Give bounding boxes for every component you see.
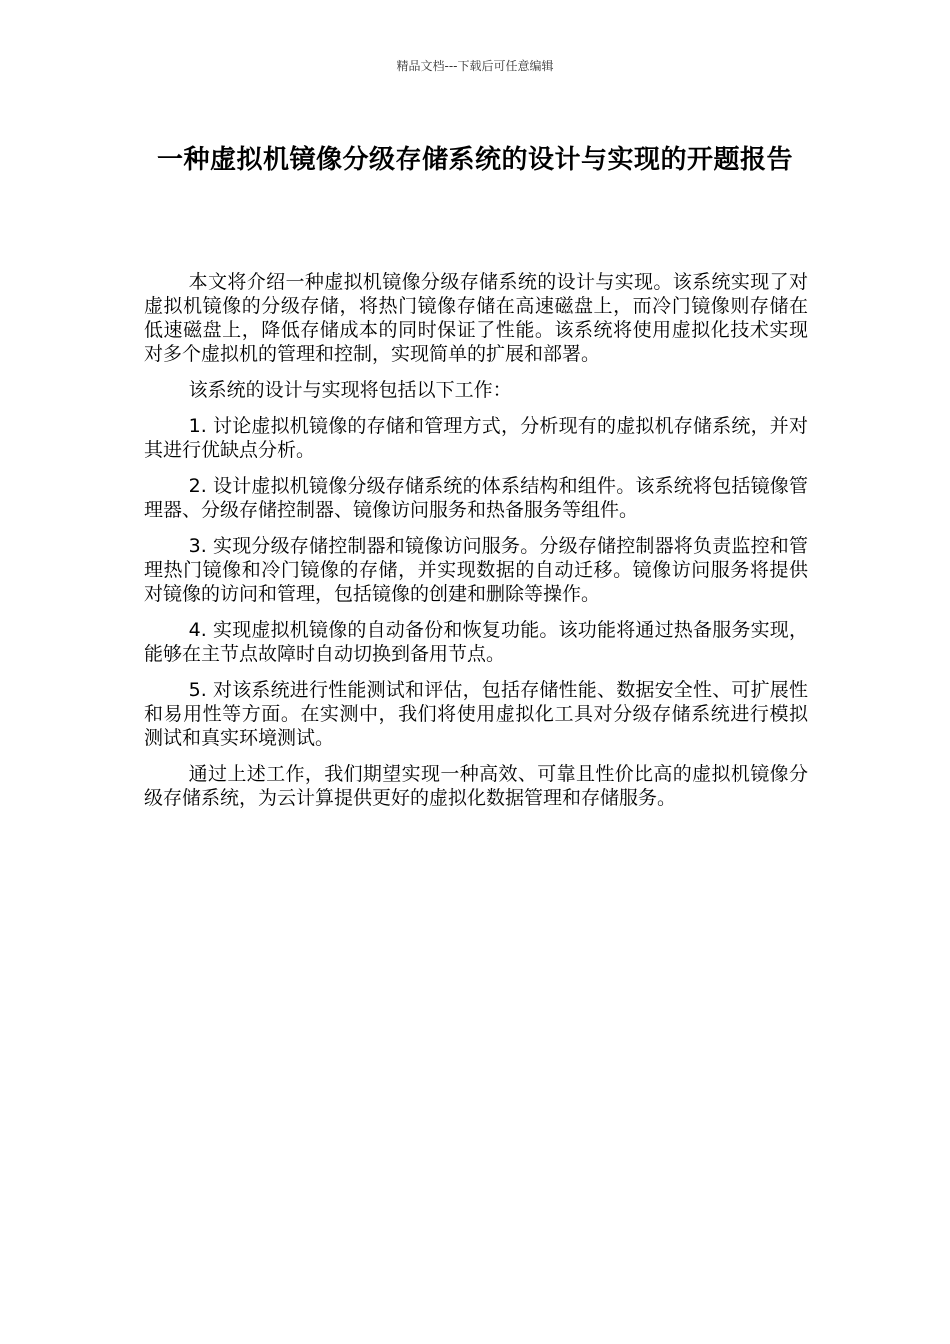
header-note: 精品文档---下载后可任意编辑	[396, 59, 554, 73]
document-title: 一种虚拟机镜像分级存储系统的设计与实现的开题报告	[156, 145, 793, 175]
paragraph-item-4: 4. 实现虚拟机镜像的自动备份和恢复功能。该功能将通过热备服务实现，能够在主节点故障时自动切换到备用节点。	[144, 619, 808, 665]
paragraph-work-lead: 该系统的设计与实现将包括以下工作：	[188, 379, 512, 401]
paragraph-item-3: 3. 实现分级存储控制器和镜像访问服务。分级存储控制器将负责监控和管理热门镜像和冷门镜像的存储，并实现数据的自动迁移。镜像访问服务将提供对镜像的访问和管理，包括镜像的创建和删除等操作。	[144, 535, 808, 605]
paragraph-item-5: 5. 对该系统进行性能测试和评估，包括存储性能、数据安全性、可扩展性和易用性等方面。在实测中，我们将使用虚拟化工具对分级存储系统进行模拟测试和真实环境测试。	[144, 679, 808, 749]
paragraph-conclusion: 通过上述工作，我们期望实现一种高效、可靠且性价比高的虚拟机镜像分级存储系统，为云计算提供更好的虚拟化数据管理和存储服务。	[144, 763, 808, 809]
document-body	[144, 270, 808, 822]
paragraph-intro: 本文将介绍一种虚拟机镜像分级存储系统的设计与实现。该系统实现了对虚拟机镜像的分级存储，将热门镜像存储在高速磁盘上，而冷门镜像则存储在低速磁盘上，降低存储成本的同时保证了性能。该系统将使用虚拟化技术实现对多个虚拟机的管理和控制，实现简单的扩展和部署。	[144, 271, 808, 365]
paragraph-item-2: 2. 设计虚拟机镜像分级存储系统的体系结构和组件。该系统将包括镜像管理器、分级存储控制器、镜像访问服务和热备服务等组件。	[144, 475, 808, 521]
paragraph-item-1: 1. 讨论虚拟机镜像的存储和管理方式，分析现有的虚拟机存储系统，并对其进行优缺点分析。	[144, 415, 808, 461]
